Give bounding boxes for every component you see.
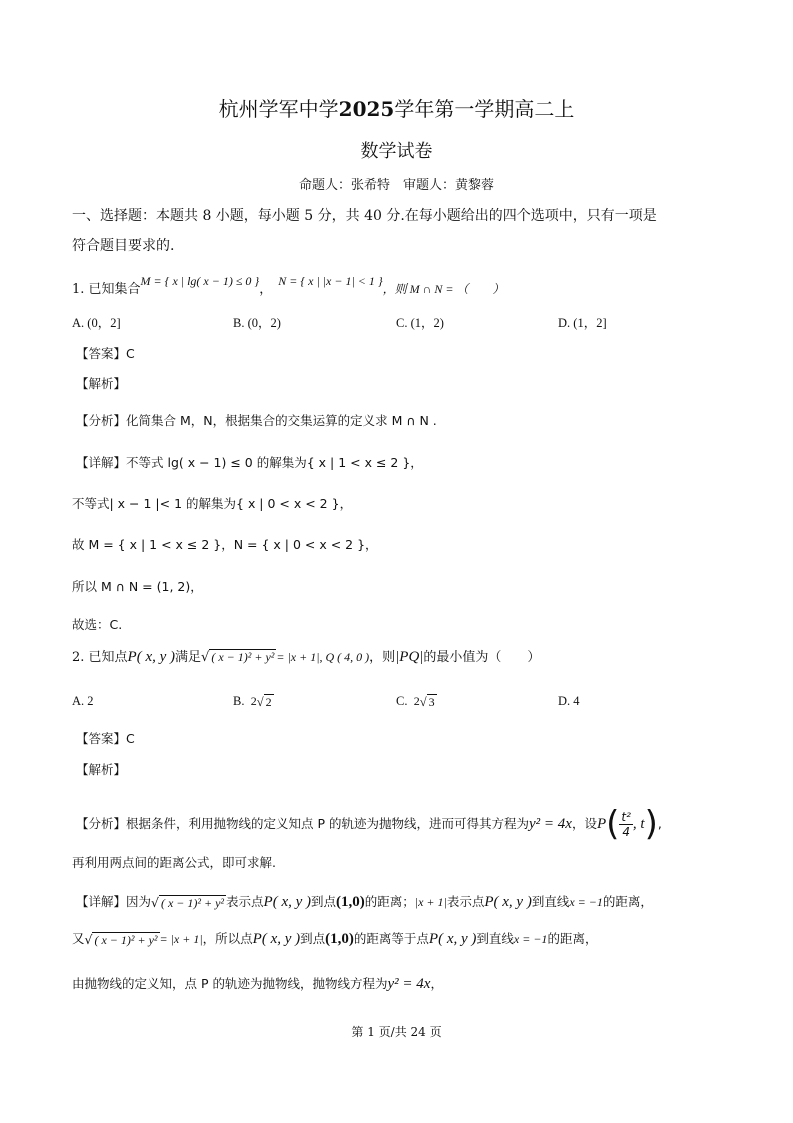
q1-step2: 不等式| x − 1 |< 1 的解集为{ x | 0 < x < 2 }， (72, 496, 353, 511)
title-year: 2025 (338, 97, 395, 121)
q2-fraction: $\frac{\text{t²}}{4}$ (621, 809, 631, 839)
q1-analysis-label: 【解析】 (76, 376, 127, 391)
exam-authors: 命题人：张希特 审题人：黄黎蓉 (298, 178, 494, 193)
q2-fenxi-line2: 再利用两点间的距离公式，即可求解. (72, 855, 276, 870)
question-2-stem (72, 648, 540, 666)
q1-set-n: N = { x | |x − 1| < 1 } (278, 274, 383, 288)
q2-option-c: C. 2√ 3 (396, 694, 435, 710)
q2-point-p: P( x, y ) (127, 649, 176, 665)
q2-xiangjie-line1: 【详解】因为√ ( x − 1)² + y² 表示点P( x, y )到点(1,0)的距离；|x + 1|表示点P( x, y )到直线x = −1的距离， (76, 894, 653, 910)
q1-conclusion: 故选：C. (72, 617, 123, 632)
section-heading-line2: 符合题目要求的. (72, 238, 175, 254)
q1-suffix: ，则 M ∩ N = （ ） (382, 282, 505, 296)
q2-answer: 【答案】C (76, 731, 135, 746)
q1-step4: 所以 M ∩ N = (1, 2)， (72, 579, 203, 594)
exam-subtitle: 数学试卷 (360, 141, 433, 162)
q1-xiangjie: 【详解】不等式 lg( x − 1) ≤ 0 的解集为{ x | 1 < x ≤ 2 }， (76, 455, 423, 470)
q2-parabola: y² = 4x (529, 815, 572, 832)
q2-mid: 满足 (175, 650, 202, 665)
q2-option-a: A. 2 (72, 694, 94, 708)
q2-end: 的最小值为（ ） (423, 650, 541, 665)
q2-option-b: B. 2√ 2 (233, 694, 272, 710)
q1-comma: ， (259, 282, 273, 297)
q2-rhs: = |x + 1|, Q ( 4, 0 ) (276, 650, 370, 664)
q2-analysis-label: 【解析】 (76, 762, 127, 777)
q1-fenxi: 【分析】化简集合 M，N，根据集合的交集运算的定义求 M ∩ N . (76, 413, 437, 428)
q1-prefix: 1. 已知集合 (72, 282, 141, 297)
question-1-stem (72, 274, 505, 298)
section-heading-line1: 一、选择题：本题共 8 小题，每小题 5 分，共 40 分.在每小题给出的四个选项中，只有一项是 (72, 208, 657, 224)
exam-title (0, 97, 793, 121)
q1-step3: 故 M = { x | 1 < x ≤ 2 }，N = { x | 0 < x < 2 }， (72, 537, 378, 552)
q1-option-d: D. (1，2] (558, 316, 607, 330)
q2-xiangjie-line2: 又√ ( x − 1)² + y² = |x + 1|，所以点P( x, y )到点(1,0)的距离等于点P( x, y )到直线x = −1的距离， (72, 931, 598, 947)
q1-answer: 【答案】C (76, 346, 135, 361)
title-term: 学年第一学期高二上 (394, 97, 575, 121)
q2-prefix: 2. 已知点 (72, 650, 128, 665)
q1-set-m: M = { x | lg( x − 1) ≤ 0 } (140, 274, 260, 288)
q2-sqrt: √ ( x − 1)² + y² (201, 650, 275, 666)
q2-xiangjie-line3: 由抛物线的定义知，点 P 的轨迹为抛物线，抛物线方程为y² = 4x， (72, 976, 443, 992)
q1-option-a: A. (0，2] (72, 316, 121, 330)
q2-pq: |PQ| (395, 649, 424, 665)
q1-option-c: C. (1，2) (396, 316, 444, 330)
q1-option-b: B. (0，2) (233, 316, 281, 330)
q2-suffix: ，则 (369, 650, 396, 665)
q2-radicand: ( x − 1)² + y² (211, 650, 275, 665)
page-footer: 第 1 页/共 24 页 (351, 1025, 442, 1039)
title-school: 杭州学军中学 (218, 97, 339, 121)
q2-option-d: D. 4 (558, 694, 580, 708)
q2-fenxi-line1: 【分析】根据条件，利用抛物线的定义知点 P 的轨迹为抛物线，进而可得其方程为y² = 4x，设P( $\frac{\text{t²}}{4}$ , t), (76, 804, 662, 844)
